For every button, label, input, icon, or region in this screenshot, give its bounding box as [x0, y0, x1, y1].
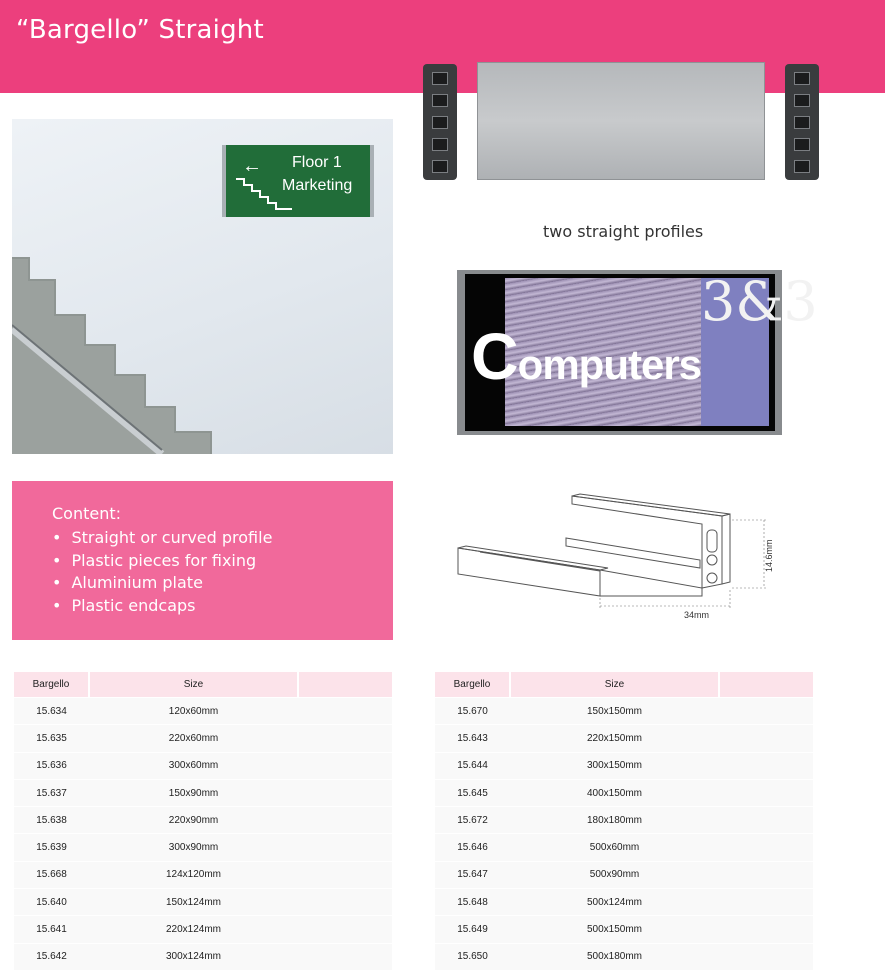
- list-item: • Aluminium plate: [52, 572, 272, 595]
- floor-sign: [222, 145, 374, 217]
- column-header-bargello: Bargello: [435, 672, 510, 698]
- list-item: • Straight or curved profile: [52, 527, 272, 550]
- table-row: 15.634 120x60mm: [14, 698, 392, 725]
- right-profile: [785, 64, 819, 180]
- content-heading: Content:: [52, 504, 122, 523]
- dimension-width: 34mm: [684, 610, 710, 620]
- column-header-size: Size: [89, 672, 298, 698]
- profiles-image: [423, 62, 823, 182]
- left-profile: [423, 64, 457, 180]
- list-item: • Plastic pieces for fixing: [52, 550, 272, 573]
- floor-sign-line2: Marketing: [282, 177, 353, 194]
- table-row: 15.644 300x150mm: [435, 752, 813, 779]
- left-arrow-icon: ←: [242, 155, 262, 177]
- table-row: 15.638 220x90mm: [14, 807, 392, 834]
- aluminium-plate: [477, 62, 765, 180]
- table-row: 15.640 150x124mm: [14, 889, 392, 916]
- sizes-table-left: [14, 672, 392, 971]
- table-row: 15.637 150x90mm: [14, 779, 392, 806]
- table-row: 15.649 500x150mm: [435, 916, 813, 943]
- table-row: 15.646 500x60mm: [435, 834, 813, 861]
- column-header-bargello: Bargello: [14, 672, 89, 698]
- table-row: 15.636 300x60mm: [14, 752, 392, 779]
- table-row: 15.648 500x124mm: [435, 889, 813, 916]
- table-row: 15.670 150x150mm: [435, 698, 813, 725]
- column-header-empty: [719, 672, 813, 698]
- content-box: [12, 481, 393, 640]
- content-list: [52, 527, 272, 617]
- floor-sign-line1: Floor 1: [292, 154, 342, 171]
- stairs-photo: [12, 119, 393, 454]
- example-sign: [457, 270, 818, 435]
- table-row: 15.635 220x60mm: [14, 725, 392, 752]
- list-item: • Plastic endcaps: [52, 595, 272, 618]
- table-row: 15.672 180x180mm: [435, 807, 813, 834]
- column-header-size: Size: [510, 672, 719, 698]
- profile-drawing: [450, 490, 790, 630]
- sign-number: 3&3: [701, 278, 769, 426]
- table-row: 15.650 500x180mm: [435, 943, 813, 970]
- column-header-empty: [298, 672, 392, 698]
- table-row: 15.643 220x150mm: [435, 725, 813, 752]
- table-row: 15.645 400x150mm: [435, 779, 813, 806]
- table-row: 15.641 220x124mm: [14, 916, 392, 943]
- table-row: 15.642 300x124mm: [14, 943, 392, 970]
- dimension-height: 14.6mm: [764, 539, 774, 572]
- page-title: “Bargello” Straight: [16, 15, 264, 45]
- stairs-icon: [234, 175, 304, 215]
- sign-word: Computers: [471, 319, 702, 393]
- table-row: 15.639 300x90mm: [14, 834, 392, 861]
- table-row: 15.668 124x120mm: [14, 861, 392, 888]
- sizes-table-right: [435, 672, 813, 971]
- profiles-caption: two straight profiles: [543, 222, 704, 241]
- table-row: 15.647 500x90mm: [435, 861, 813, 888]
